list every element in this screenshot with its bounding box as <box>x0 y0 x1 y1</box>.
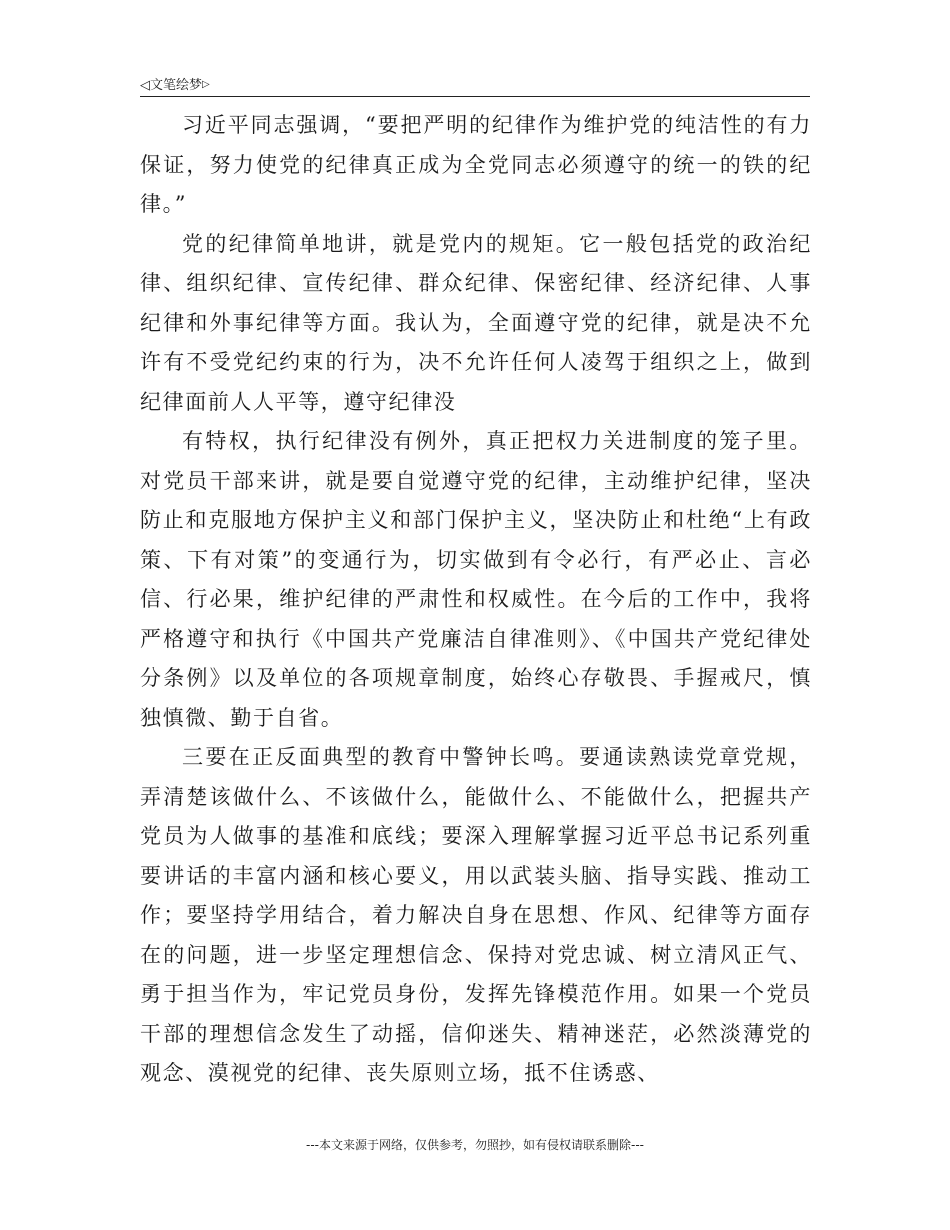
page-header <box>140 72 810 97</box>
paragraph-2: 党的纪律简单地讲，就是党内的规矩。它一般包括党的政治纪律、组织纪律、宣传纪律、群众纪律、保密纪律、经济纪律、人事纪律和外事纪律等方面。我认为，全面遵守党的纪律，就是决不允许有不受党纪约束的行为，决不允许任何人凌驾于组织之上，做到纪律面前人人平等，遵守纪律没 <box>140 231 812 414</box>
paragraph-4: 三要在正反面典型的教育中警钟长鸣。要通读熟读党章党规，弄清楚该做什么、不该做什么，能做什么、不能做什么，把握共产党员为人做事的基准和底线；要深入理解掌握习近平总书记系列重要讲话的丰富内涵和核心要义，用以武装头脑、指导实践、推动工作；要坚持学用结合，着力解决自身在思想、作风、纪律等方面存在的问题，进一步坚定理想信念、保持对党忠诚、树立清风正气、勇于担当作为，牢记党员身份，发挥先锋模范作用。如果一个党员干部的理想信念发生了动摇，信仰迷失、精神迷茫，必然淡薄党的观念、漠视党的纪律、丧失原则立场，抵不住诱惑、 <box>140 745 812 1085</box>
header-brand <box>140 74 210 93</box>
paragraph-3: 有特权，执行纪律没有例外，真正把权力关进制度的笼子里。对党员干部来讲，就是要自觉遵守党的纪律，主动维护纪律，坚决防止和克服地方保护主义和部门保护主义，坚决防止和杜绝“上有政策、下有对策”的变通行为，切实做到有令必行，有严必止、言必信、行必果，维护纪律的严肃性和权威性。在今后的工作中，我将严格遵守和执行《中国共产党廉洁自律准则》、《中国共产党纪律处分条例》以及单位的各项规章制度，始终心存敬畏、手握戒尺，慎独慎微、勤于自省。 <box>140 429 812 730</box>
left-triangle-icon: ◁ <box>140 78 150 93</box>
right-triangle-icon: ▷ <box>202 79 210 90</box>
document-body <box>140 106 812 1094</box>
footer-notice: ---本文来源于网络，仅供参考，勿照抄，如有侵权请联系删除--- <box>306 1138 644 1152</box>
page-footer <box>0 1136 950 1153</box>
brand-name: 文笔绘梦 <box>150 78 203 93</box>
paragraph-1: 习近平同志强调，“要把严明的纪律作为维护党的纯洁性的有力保证，努力使党的纪律真正成为全党同志必须遵守的统一的铁的纪律。” <box>140 113 812 216</box>
